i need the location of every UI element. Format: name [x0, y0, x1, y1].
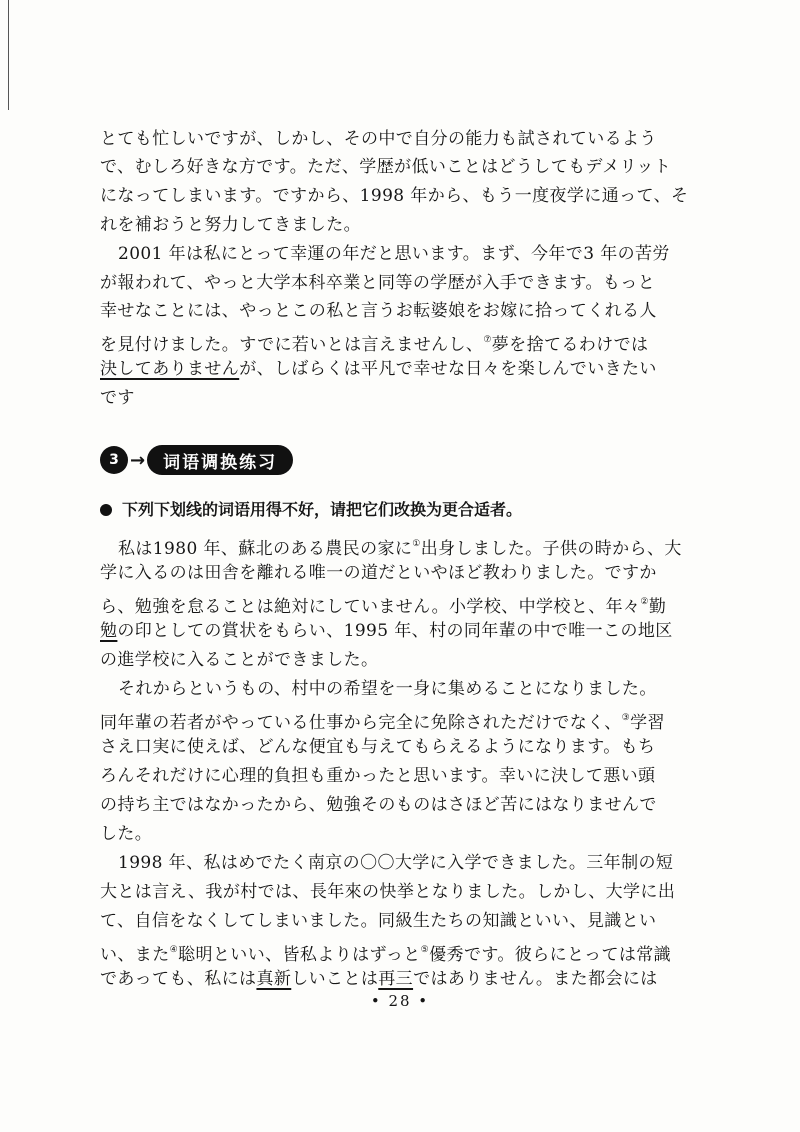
underlined-phrase: 優秀です: [429, 945, 498, 964]
scan-edge-line: [8, 0, 9, 110]
text-line: [100, 936, 700, 964]
underlined-phrase: 勉: [100, 621, 118, 641]
underlined-phrase: 学習: [630, 713, 665, 732]
text-line: [100, 355, 700, 383]
text-segment: 。彼らにとっては常識: [497, 945, 672, 964]
exercise-instruction: [100, 497, 522, 523]
instruction-text: 下列下划线的词语用得不好，请把它们改换为更合适者。: [122, 500, 523, 519]
text-line: が報われて、やっと大学本科卒業と同等の学歴が入手できます。もっと: [100, 273, 656, 293]
text-line: ろんそれだけに心理的負担も重かったと思います。幸いに決して悪い頭: [100, 766, 656, 786]
text-line: です: [100, 388, 135, 408]
text-line: [100, 617, 700, 645]
underlined-phrase: 再三: [378, 969, 414, 989]
text-line: になってしまいます。ですから、1998 年から、もう一度夜学に通って、そ: [100, 186, 689, 206]
page-number: • 28 •: [370, 992, 430, 1010]
text-segment: ら、勉強を怠ることは絶対にしていません。小学校、中学校と、年々: [100, 597, 641, 616]
text-line: の進学校に入ることができました。: [100, 650, 379, 670]
footnote-marker: ④: [169, 945, 179, 955]
text-line: [100, 530, 700, 558]
text-line: それからというもの、村中の希望を一身に集めることになりました。: [118, 679, 657, 699]
underlined-phrase: 夢を捨てるわけでは: [491, 335, 649, 354]
footnote-marker: ⑦: [483, 335, 492, 345]
underlined-phrase: 聡明: [178, 945, 213, 964]
text-line: [100, 704, 700, 732]
footnote-marker: ③: [621, 713, 631, 723]
text-line: [100, 965, 700, 993]
text-segment: 同年輩の若者がやっている仕事から完全に免除されただけでなく、: [100, 713, 622, 732]
section-title: 词语调换练习: [147, 445, 293, 475]
text-line: れを補おうと努力してきました。: [100, 215, 361, 235]
text-line: 1998 年、私はめでたく南京の〇〇大学に入学できました。三年制の短: [118, 853, 674, 873]
text-line: 2001 年は私にとって幸運の年だと思います。まず、今年で3 年の苦労: [118, 244, 670, 264]
text-segment: い、また: [100, 945, 170, 964]
text-line: [100, 588, 700, 616]
underlined-phrase: 勤: [648, 597, 667, 616]
section-number-badge: 3: [100, 446, 128, 474]
underlined-phrase: 真新: [256, 969, 292, 989]
text-segment: 私は1980 年、蘇北のある農民の家に: [118, 539, 413, 558]
text-segment: ではありません。また都会には: [413, 969, 658, 989]
text-segment: を見付けました。すでに若いとは言えませんし、: [100, 335, 484, 354]
text-segment: 。子供の時から、大: [525, 539, 682, 558]
text-line: 大とは言え、我が村では、長年來の快挙となりました。しかし、大学に出: [100, 882, 676, 902]
text-line: [100, 326, 700, 354]
footnote-marker: ②: [640, 597, 649, 607]
text-segment: しいことは: [291, 969, 379, 989]
text-line: て、自信をなくしてしまいました。同級生たちの知識といい、見識とい: [100, 911, 657, 931]
text-line: 学に入るのは田舎を離れる唯一の道だといやほど教わりました。ですか: [100, 563, 657, 583]
text-line: 幸せなことには、やっとこの私と言うお転婆娘をお嫁に拾ってくれる人: [100, 301, 657, 321]
bullet-icon: [100, 504, 112, 516]
underlined-phrase: 出身しました: [420, 539, 526, 558]
text-segment: が、しばらくは平凡で幸せな日々を楽しんでいきたい: [239, 359, 657, 379]
underlined-phrase: 決してありません: [100, 359, 240, 379]
text-segment: といい、皆私よりはずっと: [212, 945, 421, 964]
text-line: で、むしろ好きな方です。ただ、学歴が低いことはどうしてもデメリット: [100, 157, 672, 177]
text-segment: であっても、私には: [100, 969, 257, 989]
text-line: とても忙しいですが、しかし、その中で自分の能力も試されているよう: [100, 129, 657, 149]
text-segment: の印としての賞状をもらい、1995 年、村の同年輩の中で唯一この地区: [117, 621, 673, 641]
section-banner: [100, 443, 293, 477]
text-line: した。: [100, 824, 153, 844]
text-line: さえ口実に使えば、どんな便宜も与えてもらえるようになります。もち: [100, 737, 656, 757]
footnote-marker: ①: [412, 539, 421, 549]
text-line: の持ち主ではなかったから、勉強そのものはさほど苦にはなりませんで: [100, 795, 657, 815]
arrow-icon: →: [130, 449, 146, 471]
footnote-marker: ⑤: [420, 945, 430, 955]
